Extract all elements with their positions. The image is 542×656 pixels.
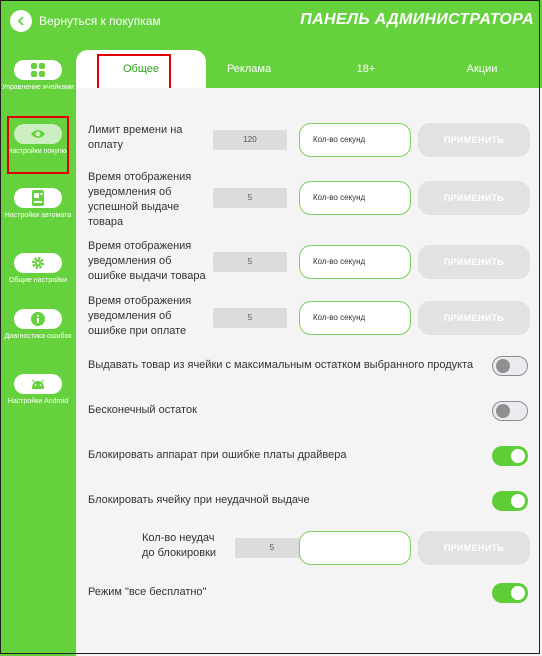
success-notice-time-label: Время отображения уведомления об успешной выдаче товара [88, 171, 192, 228]
issue-error-notice-time-label: Время отображения уведомления об ошибке выдачи товара [88, 240, 206, 282]
sidebar-item-label: Общие настройки [8, 277, 68, 284]
max-stock-cell-label: Выдавать товар из ячейки с максимальным остатком выбранного продукта [88, 359, 474, 371]
issue-error-notice-time-input[interactable]: Кол-во секунд [299, 245, 411, 279]
sidebar-item-label: Настройки покупки [7, 148, 69, 155]
infinite-stock-label: Бесконечный остаток [88, 404, 197, 416]
sidebar-item-label: Управление ячейками [2, 84, 74, 91]
tab-advertising[interactable]: Реклама [226, 63, 272, 75]
block-cell-on-fail-label: Блокировать ячейку при неудачной выдаче [88, 494, 310, 506]
back-label: Вернуться к покупкам [39, 14, 161, 28]
sidebar-item-label: Настройки Android [7, 398, 69, 405]
block-on-driver-error-label: Блокировать аппарат при ошибке платы драйвера [88, 449, 347, 461]
success-notice-time-value: 5 [213, 188, 287, 208]
payment-time-limit-label: Лимит времени на оплату [88, 124, 183, 151]
payment-time-limit-input[interactable]: Кол-во секунд [299, 123, 411, 157]
payment-time-limit-value: 120 [213, 130, 287, 150]
sidebar-item-label: Диагностика ошибок [4, 333, 72, 340]
apply-button[interactable]: ПРИМЕНИТЬ [418, 181, 530, 215]
tab-promotions[interactable]: Акции [466, 63, 498, 75]
apply-button[interactable]: ПРИМЕНИТЬ [418, 123, 530, 157]
sidebar-item-label: Настройки автомата [4, 212, 72, 219]
free-mode-label: Режим "все бесплатно" [88, 586, 207, 598]
apply-button[interactable]: ПРИМЕНИТЬ [418, 301, 530, 335]
fail-limit-label: Кол-во неудач до блокировки [142, 532, 217, 559]
apply-button[interactable]: ПРИМЕНИТЬ [418, 531, 530, 565]
payment-error-notice-time-value: 5 [213, 308, 287, 328]
page-title: ПАНЕЛЬ АДМИНИСТРАТОРА [300, 11, 534, 28]
payment-error-notice-time-label: Время отображения уведомления об ошибке при оплате [88, 295, 192, 337]
fail-limit-value: 5 [235, 538, 309, 558]
payment-error-notice-time-input[interactable]: Кол-во секунд [299, 301, 411, 335]
issue-error-notice-time-value: 5 [213, 252, 287, 272]
tab-18-plus[interactable]: 18+ [356, 63, 376, 75]
apply-button[interactable]: ПРИМЕНИТЬ [418, 245, 530, 279]
tab-general[interactable]: Общее [76, 50, 206, 88]
success-notice-time-input[interactable]: Кол-во секунд [299, 181, 411, 215]
